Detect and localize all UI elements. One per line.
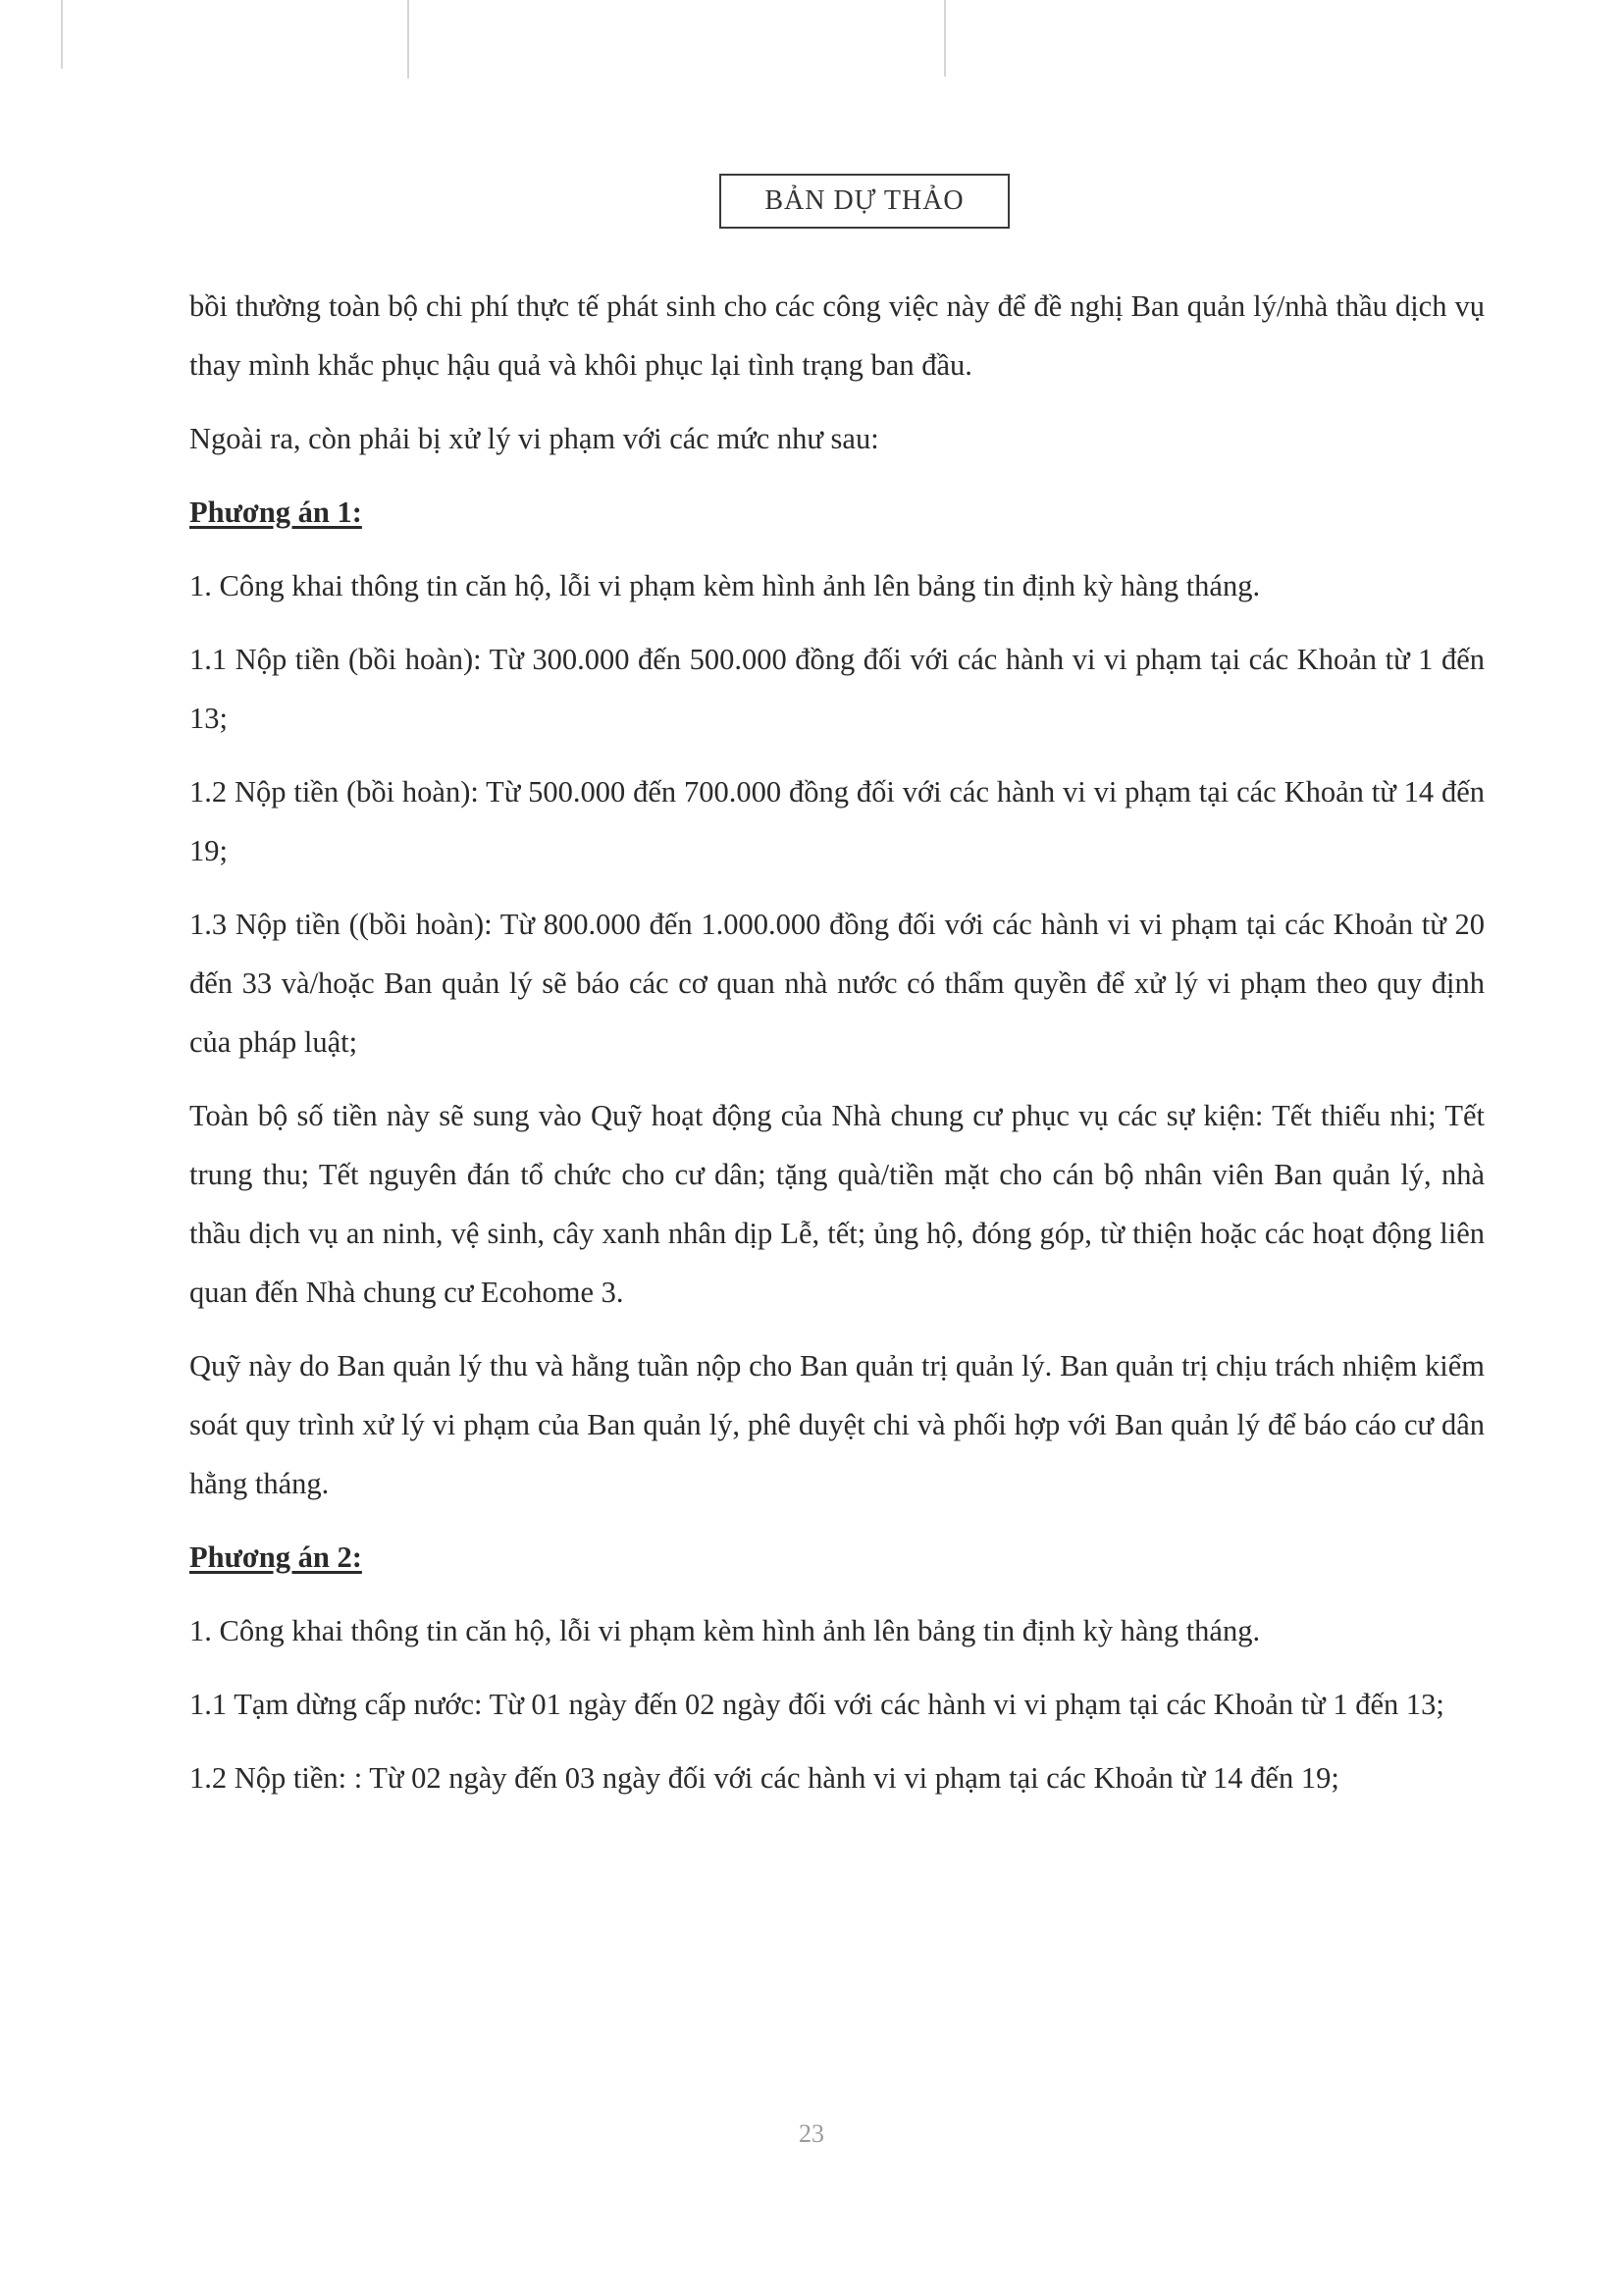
option-1-item-1-3: 1.3 Nộp tiền ((bồi hoàn): Từ 800.000 đến 1.000.000 đồng đối với các hành vi vi phạm tại các Khoản từ 20 đến 33 và/hoặc Ban quản lý sẽ báo các cơ quan nhà nước có thẩm quyền để xử lý vi phạm theo quy định của pháp luật;: [189, 908, 1485, 1059]
option-1-item-1: 1. Công khai thông tin căn hộ, lỗi vi phạm kèm hình ảnh lên bảng tin định kỳ hàng tháng.: [189, 569, 1261, 602]
heading-option-2: Phương án 2:: [189, 1540, 362, 1574]
option-1-item-1-1: 1.1 Nộp tiền (bồi hoàn): Từ 300.000 đến 500.000 đồng đối với các hành vi vi phạm tại các Khoản từ 1 đến 13;: [189, 643, 1485, 735]
paragraph-fund-usage: Toàn bộ số tiền này sẽ sung vào Quỹ hoạt động của Nhà chung cư phục vụ các sự kiện: Tết thiếu nhi; Tết trung thu; Tết nguyên đán tổ chức cho cư dân; tặng quà/tiền mặt cho cán bộ nhân viên Ban quản lý, nhà thầu dịch vụ an ninh, vệ sinh, cây xanh nhân dịp Lễ, tết; ủng hộ, đóng góp, từ thiện hoặc các hoạt động liên quan đến Nhà chung cư Ecohome 3.: [189, 1099, 1485, 1309]
option-2-item-1: 1. Công khai thông tin căn hộ, lỗi vi phạm kèm hình ảnh lên bảng tin định kỳ hàng tháng.: [189, 1614, 1261, 1647]
draft-stamp: [719, 174, 1010, 229]
heading-option-1: Phương án 1:: [189, 496, 362, 529]
scan-artifact-line: [407, 0, 409, 78]
paragraph-compensation: bồi thường toàn bộ chi phí thực tế phát sinh cho các công việc này để đề nghị Ban quản lý/nhà thầu dịch vụ thay mình khắc phục hậu quả và khôi phục lại tình trạng ban đầu.: [189, 289, 1485, 382]
document-body: [189, 277, 1485, 1822]
page-number: 23: [799, 2119, 824, 2148]
option-1-item-1-2: 1.2 Nộp tiền (bồi hoàn): Từ 500.000 đến 700.000 đồng đối với các hành vi vi phạm tại các Khoản từ 14 đến 19;: [189, 775, 1485, 867]
draft-stamp-label: BẢN DỰ THẢO: [764, 185, 965, 216]
scan-artifact-line: [61, 0, 63, 69]
paragraph-fund-management: Quỹ này do Ban quản lý thu và hằng tuần nộp cho Ban quản trị quản lý. Ban quản trị chịu trách nhiệm kiểm soát quy trình xử lý vi phạm của Ban quản lý, phê duyệt chi và phối hợp với Ban quản lý để báo cáo cư dân hằng tháng.: [189, 1349, 1485, 1500]
paragraph-intro-penalties: Ngoài ra, còn phải bị xử lý vi phạm với các mức như sau:: [189, 422, 879, 455]
scan-artifact-line: [944, 0, 946, 77]
option-2-item-1-1: 1.1 Tạm dừng cấp nước: Từ 01 ngày đến 02 ngày đối với các hành vi vi phạm tại các Khoản từ 1 đến 13;: [189, 1688, 1444, 1721]
option-2-item-1-2: 1.2 Nộp tiền: : Từ 02 ngày đến 03 ngày đối với các hành vi vi phạm tại các Khoản từ 14 đến 19;: [189, 1761, 1339, 1795]
